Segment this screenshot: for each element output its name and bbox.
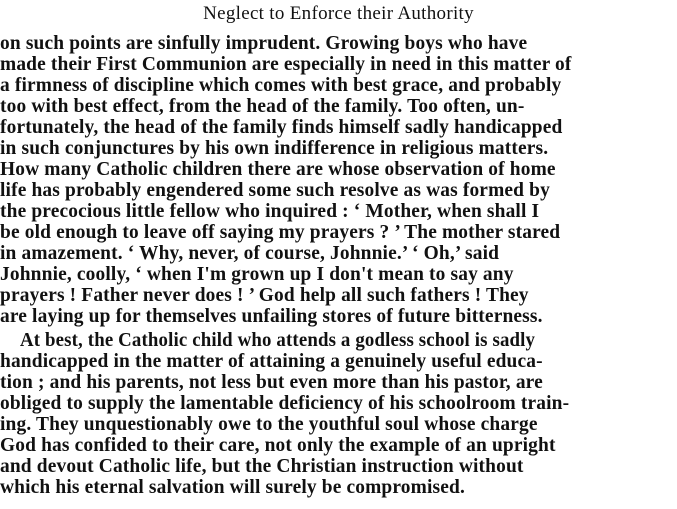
- running-head: Neglect to Enforce their Authority: [203, 3, 474, 24]
- text-line: be old enough to leave off saying my prayers ? ’ The mother stared: [0, 222, 561, 243]
- text-line: How many Catholic children there are whose observation of home: [0, 159, 556, 180]
- text-line: obliged to supply the lamentable deficiency of his schoolroom train-: [0, 393, 570, 414]
- text-line: handicapped in the matter of attaining a genuinely useful educa-: [0, 351, 543, 372]
- text-line: in amazement. ‘ Why, never, of course, Johnnie.’ ‘ Oh,’ said: [0, 243, 500, 264]
- text-line: are laying up for themselves unfailing stores of future bitterness.: [0, 306, 543, 327]
- text-line: ing. They unquestionably owe to the youthful soul whose charge: [0, 414, 538, 435]
- text-line: which his eternal salvation will surely be compromised.: [0, 477, 465, 498]
- text-line: a firmness of discipline which comes with best grace, and probably: [0, 75, 562, 96]
- text-line: in such conjunctures by his own indifference in religious matters.: [0, 138, 549, 159]
- text-line: God has confided to their care, not only the example of an upright: [0, 435, 556, 456]
- text-line: fortunately, the head of the family finds himself sadly handicapped: [0, 117, 563, 138]
- text-line: the precocious little fellow who inquired : ‘ Mother, when shall I: [0, 201, 540, 222]
- text-line: on such points are sinfully imprudent. Growing boys who have: [0, 33, 528, 54]
- text-line: made their First Communion are especially in need in this matter of: [0, 54, 572, 75]
- text-line: too with best effect, from the head of the family. Too often, un-: [0, 96, 525, 117]
- text-line: and devout Catholic life, but the Christian instruction without: [0, 456, 524, 477]
- text-line: At best, the Catholic child who attends a godless school is sadly: [20, 330, 536, 351]
- text-line: tion ; and his parents, not less but even more than his pastor, are: [0, 372, 543, 393]
- text-line: Johnnie, coolly, ‘ when I'm grown up I don't mean to say any: [0, 264, 514, 285]
- text-line: life has probably engendered some such resolve as was formed by: [0, 180, 550, 201]
- text-line: prayers ! Father never does ! ’ God help all such fathers ! They: [0, 285, 529, 306]
